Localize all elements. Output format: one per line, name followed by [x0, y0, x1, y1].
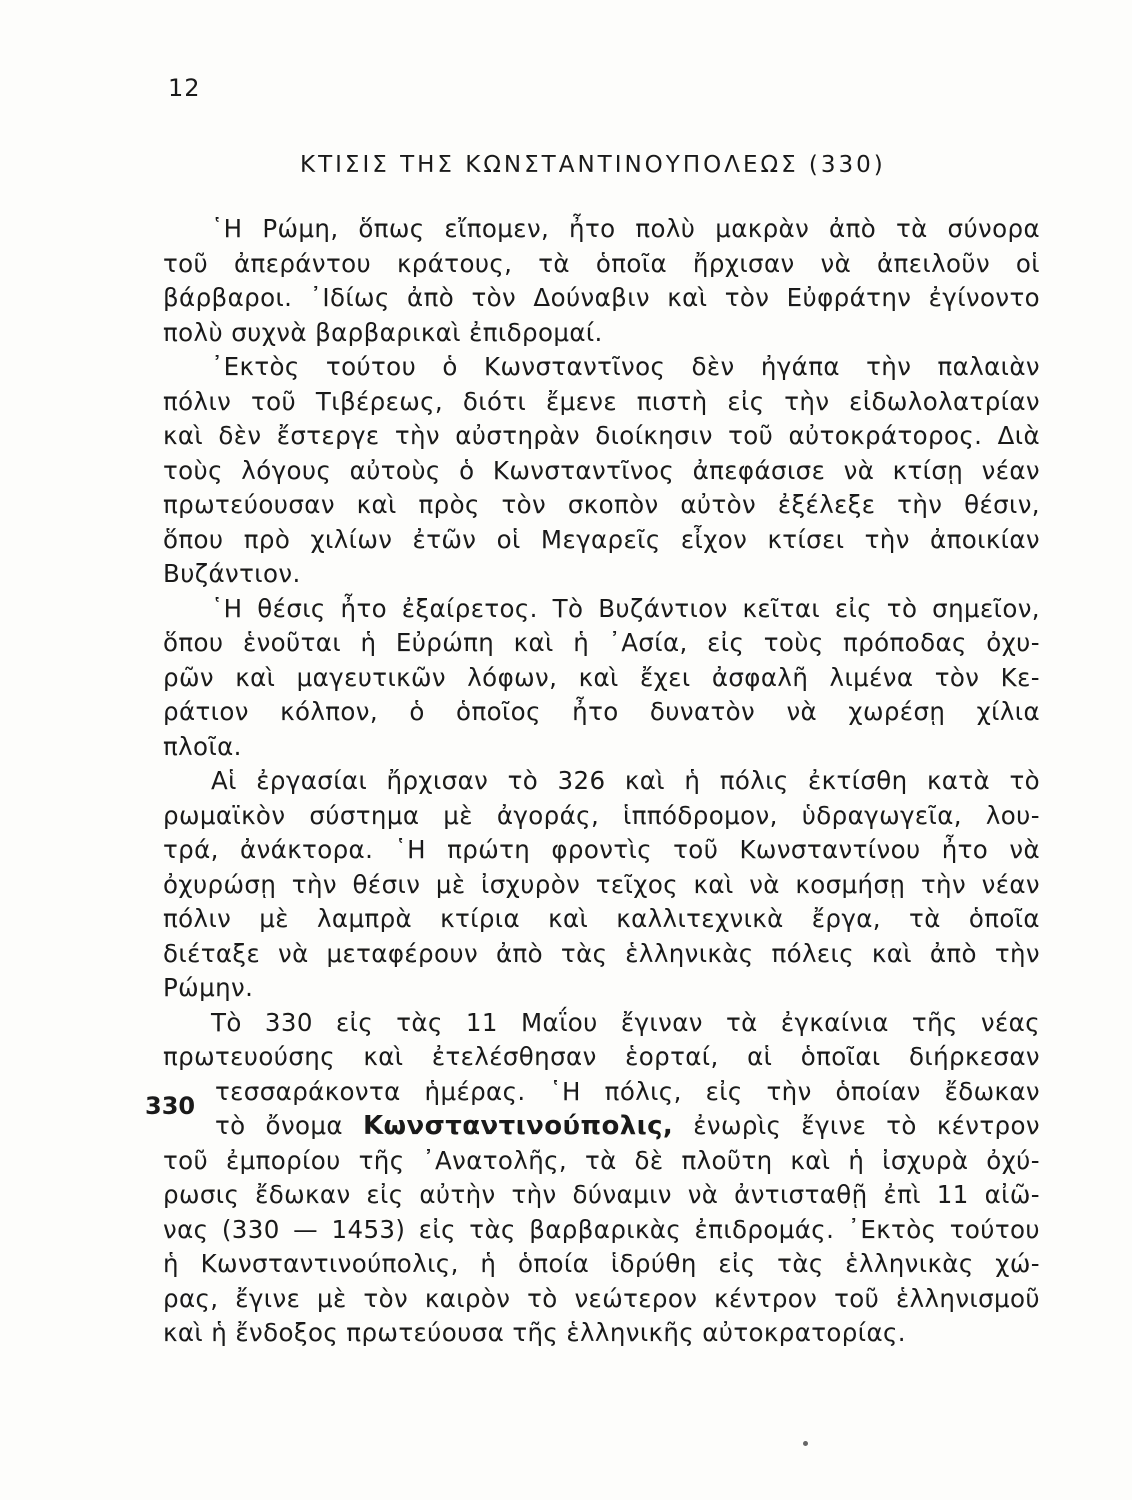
text-line: τεσσαράκοντα ἡμέρας. ῾Η πόλις, εἰς τὴν ὁποίαν ἔδωκαν — [215, 1076, 1040, 1106]
body-text — [163, 212, 1040, 1351]
text-line: διέταξε νὰ μεταφέρουν ἀπὸ τὰς ἑλληνικὰς πόλεις καὶ ἀπὸ τὴν — [163, 938, 1040, 968]
text-line: Βυζάντιον. — [163, 559, 301, 588]
text-line: Τὸ 330 εἰς τὰς 11 Μαΐου ἔγιναν τὰ ἐγκαίνια τῆς νέας — [211, 1007, 1040, 1037]
text-line: ὅπου πρὸ χιλίων ἐτῶν οἱ Μεγαρεῖς εἶχον κτίσει τὴν ἀποικίαν — [163, 524, 1040, 554]
text-line: πόλιν μὲ λαμπρὰ κτίρια καὶ καλλιτεχνικὰ ἔργα, τὰ ὁποῖα — [163, 904, 1040, 933]
text-line: πρωτευούσης καὶ ἐτελέσθησαν ἑορταί, αἱ ὁποῖαι διήρκεσαν — [163, 1042, 1040, 1071]
text-line: ρας, ἔγινε μὲ τὸν καιρὸν τὸ νεώτερον κέντρον τοῦ ἑλληνισμοῦ — [163, 1283, 1040, 1313]
text-line: καὶ δὲν ἔστεργε τὴν αὐστηρὰν διοίκησιν τοῦ αὐτοκράτορος. Διὰ — [163, 421, 1040, 450]
text-line: ὀχυρώσῃ τὴν θέσιν μὲ ἰσχυρὸν τεῖχος καὶ νὰ κοσμήσῃ τὴν νέαν — [163, 869, 1040, 899]
print-speck — [803, 1441, 808, 1446]
text-line: πολὺ συχνὰ βαρβαρικαὶ ἐπιδρομαί. — [163, 317, 603, 347]
page-number: 12 — [168, 74, 201, 102]
text-line — [163, 1109, 1040, 1144]
text-line: τοῦ ἀπεράντου κράτους, τὰ ὁποῖα ἤρχισαν νὰ ἀπειλοῦν οἱ — [163, 248, 1040, 278]
text-line: ᾿Εκτὸς τούτου ὁ Κωνσταντῖνος δὲν ἠγάπα τὴν παλαιὰν — [211, 352, 1040, 381]
margin-note-year: 330 — [145, 1092, 196, 1120]
text-line: ρωμαϊκὸν σύστημα μὲ ἀγοράς, ἱππόδρομον, ὑδραγωγεῖα, λου- — [163, 800, 1040, 830]
text-line: ῾Η θέσις ἦτο ἐξαίρετος. Τὸ Βυζάντιον κεῖται εἰς τὸ σημεῖον, — [211, 593, 1040, 623]
text-line: νας (330 — 1453) εἰς τὰς βαρβαρικὰς ἐπιδρομάς. ᾿Εκτὸς τούτου — [163, 1214, 1040, 1244]
text-line: καὶ ἡ ἔνδοξος πρωτεύουσα τῆς ἑλληνικῆς αὐτοκρατορίας. — [163, 1318, 906, 1347]
text-line: πρωτεύουσαν καὶ πρὸς τὸν σκοπὸν αὐτὸν ἐξέλεξε τὴν θέσιν, — [163, 490, 1040, 519]
text-line: ρωσις ἔδωκαν εἰς αὐτὴν τὴν δύναμιν νὰ ἀντισταθῇ ἐπὶ 11 αἰῶ- — [163, 1180, 1040, 1209]
chapter-title: ΚΤΙΣΙΣ ΤΗΣ ΚΩΝΣΤΑΝΤΙΝΟΥΠΟΛΕΩΣ (330) — [300, 152, 886, 178]
text-line: Ρώμην. — [163, 973, 254, 1002]
text-line: τοὺς λόγους αὐτοὺς ὁ Κωνσταντῖνος ἀπεφάσισε νὰ κτίσῃ νέαν — [163, 455, 1040, 485]
text-line: βάρβαροι. ᾿Ιδίως ἀπὸ τὸν Δούναβιν καὶ τὸν Εὐφράτην ἐγίνοντο — [163, 283, 1040, 312]
text-line: πλοῖα. — [163, 731, 242, 761]
text-fragment: τὸ ὄνομα — [215, 1111, 343, 1140]
text-line: Αἱ ἐργασίαι ἤρχισαν τὸ 326 καὶ ἡ πόλις ἐκτίσθη κατὰ τὸ — [211, 766, 1040, 795]
text-line: τοῦ ἐμπορίου τῆς ᾿Ανατολῆς, τὰ δὲ πλοῦτη καὶ ἡ ἰσχυρὰ ὀχύ- — [163, 1145, 1040, 1175]
text-line: πόλιν τοῦ Τιβέρεως, διότι ἔμενε πιστὴ εἰς τὴν εἰδωλολατρίαν — [163, 386, 1040, 416]
text-line: ράτιον κόλπον, ὁ ὁποῖος ἦτο δυνατὸν νὰ χωρέσῃ χίλια — [163, 697, 1040, 726]
text-line: ρῶν καὶ μαγευτικῶν λόφων, καὶ ἔχει ἀσφαλῆ λιμένα τὸν Κε- — [163, 662, 1040, 692]
text-line: τρά, ἀνάκτορα. ῾Η πρώτη φροντὶς τοῦ Κωνσταντίνου ἦτο νὰ — [163, 835, 1040, 864]
text-line: ὅπου ἑνοῦται ἡ Εὐρώπη καὶ ἡ ᾿Ασία, εἰς τοὺς πρόποδας ὀχυ- — [163, 628, 1040, 657]
text-line: ῾Η Ρώμη, ὅπως εἴπομεν, ἦτο πολὺ μακρὰν ἀπὸ τὰ σύνορα — [211, 214, 1040, 243]
city-name-bold: Κωνσταντινούπολις, — [362, 1111, 674, 1141]
text-line: ἡ Κωνσταντινούπολις, ἡ ὁποία ἱδρύθη εἰς τὰς ἑλληνικὰς χώ- — [163, 1249, 1040, 1278]
text-fragment: ἐνωρὶς ἔγινε τὸ κέντρον — [693, 1111, 1040, 1140]
